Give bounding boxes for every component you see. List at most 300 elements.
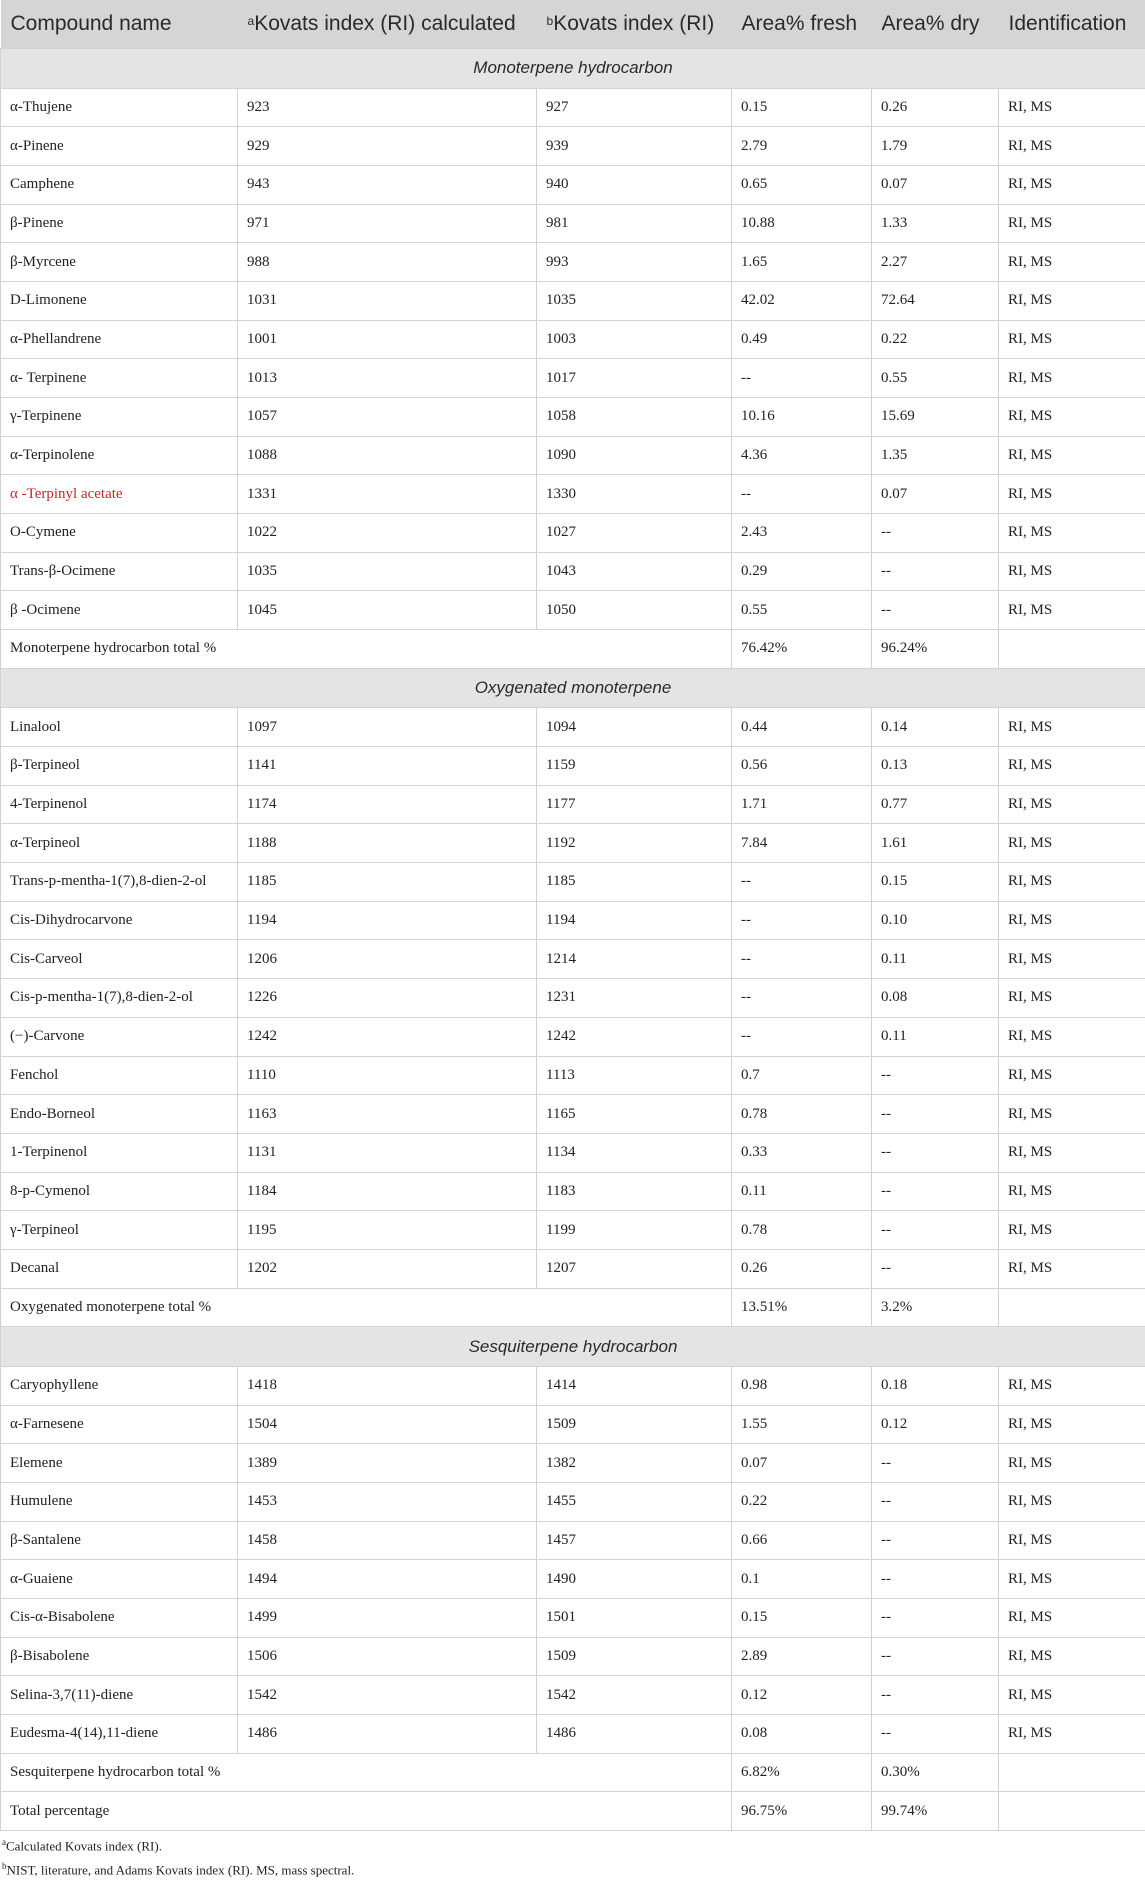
- ri-calculated-cell: 1206: [238, 940, 537, 979]
- section-title: Sesquiterpene hydrocarbon: [1, 1327, 1145, 1367]
- identification-cell: RI, MS: [999, 436, 1145, 475]
- area-dry-cell: 0.07: [872, 475, 999, 514]
- section-total-empty: [999, 1288, 1145, 1327]
- table-row: [1, 1366, 1145, 1405]
- area-fresh-cell: --: [732, 475, 872, 514]
- footnotes: [0, 1832, 1145, 1881]
- section-total-empty: [999, 630, 1145, 669]
- area-fresh-cell: 0.26: [732, 1249, 872, 1288]
- area-fresh-cell: 0.78: [732, 1095, 872, 1134]
- ri-cell: 1330: [537, 475, 732, 514]
- ri-calculated-cell: 1504: [238, 1405, 537, 1444]
- table-row: [1, 863, 1145, 902]
- compound-name-cell: 4-Terpinenol: [1, 785, 238, 824]
- identification-cell: RI, MS: [999, 1405, 1145, 1444]
- area-fresh-cell: 0.65: [732, 165, 872, 204]
- identification-cell: RI, MS: [999, 1017, 1145, 1056]
- area-dry-cell: --: [872, 591, 999, 630]
- table-row: [1, 940, 1145, 979]
- area-fresh-cell: 2.89: [732, 1637, 872, 1676]
- compound-name-cell: α-Guaiene: [1, 1560, 238, 1599]
- area-fresh-cell: 0.15: [732, 1598, 872, 1637]
- identification-cell: RI, MS: [999, 708, 1145, 747]
- area-fresh-cell: 0.08: [732, 1715, 872, 1754]
- ri-calculated-cell: 1097: [238, 708, 537, 747]
- ri-calculated-cell: 1001: [238, 320, 537, 359]
- compound-name-cell: Selina-3,7(11)-diene: [1, 1676, 238, 1715]
- identification-cell: RI, MS: [999, 1211, 1145, 1250]
- compound-name-cell: D-Limonene: [1, 281, 238, 320]
- ri-calculated-cell: 1194: [238, 901, 537, 940]
- ri-cell: 939: [537, 127, 732, 166]
- compound-name-cell: α -Terpinyl acetate: [1, 475, 238, 514]
- table-row: [1, 824, 1145, 863]
- area-dry-cell: 0.55: [872, 359, 999, 398]
- table-row: [1, 1172, 1145, 1211]
- section-total-dry: 96.24%: [872, 630, 999, 669]
- section-total-dry: 3.2%: [872, 1288, 999, 1327]
- table-row: [1, 1095, 1145, 1134]
- ri-cell: 1192: [537, 824, 732, 863]
- ri-calculated-cell: 1185: [238, 863, 537, 902]
- ri-calculated-cell: 1242: [238, 1017, 537, 1056]
- ri-cell: 1185: [537, 863, 732, 902]
- ri-cell: 1509: [537, 1637, 732, 1676]
- ri-calculated-cell: 1174: [238, 785, 537, 824]
- section-total-dry: 0.30%: [872, 1753, 999, 1792]
- ri-calculated-cell: 1418: [238, 1366, 537, 1405]
- area-fresh-cell: 4.36: [732, 436, 872, 475]
- table-row: [1, 475, 1145, 514]
- ri-calculated-cell: 1131: [238, 1133, 537, 1172]
- compound-name-cell: Cis-Carveol: [1, 940, 238, 979]
- compound-name-cell: α-Phellandrene: [1, 320, 238, 359]
- compound-name-cell: β-Pinene: [1, 204, 238, 243]
- area-fresh-cell: 10.88: [732, 204, 872, 243]
- area-dry-cell: 0.18: [872, 1366, 999, 1405]
- compound-name-cell: β-Santalene: [1, 1521, 238, 1560]
- compound-name-cell: Elemene: [1, 1444, 238, 1483]
- ri-calculated-cell: 1331: [238, 475, 537, 514]
- area-dry-cell: 0.77: [872, 785, 999, 824]
- table-row: [1, 785, 1145, 824]
- table-body: [1, 49, 1145, 1831]
- table-row: [1, 127, 1145, 166]
- area-fresh-cell: 1.55: [732, 1405, 872, 1444]
- area-fresh-cell: 0.78: [732, 1211, 872, 1250]
- ri-calculated-cell: 1453: [238, 1482, 537, 1521]
- ri-cell: 1058: [537, 398, 732, 437]
- area-dry-cell: --: [872, 1444, 999, 1483]
- identification-cell: RI, MS: [999, 591, 1145, 630]
- identification-cell: RI, MS: [999, 1521, 1145, 1560]
- table-row: [1, 1056, 1145, 1095]
- ri-calculated-cell: 1499: [238, 1598, 537, 1637]
- ri-calculated-cell: 1045: [238, 591, 537, 630]
- identification-cell: RI, MS: [999, 320, 1145, 359]
- footnote-a-sup: a: [2, 1837, 6, 1847]
- area-fresh-cell: 42.02: [732, 281, 872, 320]
- compound-name-cell: 1-Terpinenol: [1, 1133, 238, 1172]
- identification-cell: RI, MS: [999, 514, 1145, 553]
- identification-cell: RI, MS: [999, 1715, 1145, 1754]
- area-fresh-cell: 0.98: [732, 1366, 872, 1405]
- header-area-fresh: Area% fresh: [732, 0, 872, 49]
- identification-cell: RI, MS: [999, 901, 1145, 940]
- ri-cell: 1177: [537, 785, 732, 824]
- area-dry-cell: --: [872, 1715, 999, 1754]
- identification-cell: RI, MS: [999, 165, 1145, 204]
- table-row: [1, 1017, 1145, 1056]
- compound-name-cell: Trans-p-mentha-1(7),8-dien-2-ol: [1, 863, 238, 902]
- compound-name-cell: β -Ocimene: [1, 591, 238, 630]
- section-total-row: [1, 1288, 1145, 1327]
- table-row: [1, 165, 1145, 204]
- compound-name-cell: Eudesma-4(14),11-diene: [1, 1715, 238, 1754]
- header-compound-name: Compound name: [1, 0, 238, 49]
- area-fresh-cell: --: [732, 863, 872, 902]
- ri-cell: 1457: [537, 1521, 732, 1560]
- identification-cell: RI, MS: [999, 398, 1145, 437]
- area-fresh-cell: 0.44: [732, 708, 872, 747]
- identification-cell: RI, MS: [999, 204, 1145, 243]
- grand-total-row: [1, 1792, 1145, 1831]
- area-fresh-cell: 0.33: [732, 1133, 872, 1172]
- ri-calculated-cell: 1013: [238, 359, 537, 398]
- area-dry-cell: --: [872, 1056, 999, 1095]
- ri-cell: 1113: [537, 1056, 732, 1095]
- area-dry-cell: --: [872, 514, 999, 553]
- identification-cell: RI, MS: [999, 88, 1145, 127]
- section-title: Oxygenated monoterpene: [1, 668, 1145, 708]
- area-dry-cell: --: [872, 1133, 999, 1172]
- area-dry-cell: 0.13: [872, 747, 999, 786]
- identification-cell: RI, MS: [999, 281, 1145, 320]
- compound-name-cell: γ-Terpinene: [1, 398, 238, 437]
- section-header-row: [1, 668, 1145, 708]
- compound-name-cell: β-Terpineol: [1, 747, 238, 786]
- footnote-a-text: Calculated Kovats index (RI).: [6, 1838, 162, 1853]
- table-row: [1, 591, 1145, 630]
- area-dry-cell: 0.10: [872, 901, 999, 940]
- table-row: [1, 88, 1145, 127]
- table-row: [1, 747, 1145, 786]
- ri-cell: 1501: [537, 1598, 732, 1637]
- ri-cell: 1242: [537, 1017, 732, 1056]
- area-fresh-cell: --: [732, 359, 872, 398]
- ri-calculated-cell: 1088: [238, 436, 537, 475]
- identification-cell: RI, MS: [999, 785, 1145, 824]
- section-total-fresh: 76.42%: [732, 630, 872, 669]
- compound-name-cell: α-Pinene: [1, 127, 238, 166]
- area-dry-cell: 0.11: [872, 1017, 999, 1056]
- table-row: [1, 552, 1145, 591]
- table-row: [1, 281, 1145, 320]
- ri-calculated-cell: 971: [238, 204, 537, 243]
- area-fresh-cell: 0.1: [732, 1560, 872, 1599]
- table-row: [1, 1249, 1145, 1288]
- section-total-row: [1, 630, 1145, 669]
- ri-cell: 1090: [537, 436, 732, 475]
- identification-cell: RI, MS: [999, 747, 1145, 786]
- identification-cell: RI, MS: [999, 1598, 1145, 1637]
- ri-calculated-cell: 1542: [238, 1676, 537, 1715]
- ri-calculated-cell: 1035: [238, 552, 537, 591]
- area-fresh-cell: 10.16: [732, 398, 872, 437]
- compound-name-cell: α-Terpineol: [1, 824, 238, 863]
- ri-cell: 1134: [537, 1133, 732, 1172]
- ri-cell: 940: [537, 165, 732, 204]
- area-fresh-cell: 0.12: [732, 1676, 872, 1715]
- area-fresh-cell: 0.66: [732, 1521, 872, 1560]
- ri-cell: 1094: [537, 708, 732, 747]
- ri-calculated-cell: 1506: [238, 1637, 537, 1676]
- area-dry-cell: --: [872, 1211, 999, 1250]
- table-row: [1, 1715, 1145, 1754]
- area-dry-cell: 1.61: [872, 824, 999, 863]
- section-header-row: [1, 49, 1145, 89]
- compound-name-cell: Decanal: [1, 1249, 238, 1288]
- identification-cell: RI, MS: [999, 1637, 1145, 1676]
- ri-calculated-cell: 1184: [238, 1172, 537, 1211]
- header-ri-calculated-label: Kovats index (RI) calculated: [254, 12, 515, 35]
- area-dry-cell: 2.27: [872, 243, 999, 282]
- area-dry-cell: 0.07: [872, 165, 999, 204]
- area-fresh-cell: 2.43: [732, 514, 872, 553]
- compound-name-cell: 8-p-Cymenol: [1, 1172, 238, 1211]
- ri-cell: 1231: [537, 979, 732, 1018]
- identification-cell: RI, MS: [999, 1133, 1145, 1172]
- table-row: [1, 1444, 1145, 1483]
- area-fresh-cell: 0.15: [732, 88, 872, 127]
- identification-cell: RI, MS: [999, 359, 1145, 398]
- table-row: [1, 359, 1145, 398]
- ri-calculated-cell: 1031: [238, 281, 537, 320]
- ri-cell: 1509: [537, 1405, 732, 1444]
- table-row: [1, 901, 1145, 940]
- ri-cell: 1027: [537, 514, 732, 553]
- grand-total-fresh: 96.75%: [732, 1792, 872, 1831]
- header-ri: [537, 0, 732, 49]
- header-ri-calculated-sup: a: [248, 14, 255, 28]
- identification-cell: RI, MS: [999, 979, 1145, 1018]
- ri-cell: 993: [537, 243, 732, 282]
- compound-name-cell: α-Farnesene: [1, 1405, 238, 1444]
- ri-calculated-cell: 1195: [238, 1211, 537, 1250]
- area-fresh-cell: 1.65: [732, 243, 872, 282]
- compound-name-cell: Caryophyllene: [1, 1366, 238, 1405]
- ri-calculated-cell: 1110: [238, 1056, 537, 1095]
- ri-cell: 1003: [537, 320, 732, 359]
- section-total-fresh: 13.51%: [732, 1288, 872, 1327]
- compound-name-cell: Cis-p-mentha-1(7),8-dien-2-ol: [1, 979, 238, 1018]
- area-fresh-cell: 0.56: [732, 747, 872, 786]
- identification-cell: RI, MS: [999, 552, 1145, 591]
- identification-cell: RI, MS: [999, 1095, 1145, 1134]
- ri-cell: 1382: [537, 1444, 732, 1483]
- area-dry-cell: --: [872, 1482, 999, 1521]
- compound-name-cell: (−)-Carvone: [1, 1017, 238, 1056]
- compound-name-cell: β-Bisabolene: [1, 1637, 238, 1676]
- ri-cell: 1214: [537, 940, 732, 979]
- ri-cell: 1414: [537, 1366, 732, 1405]
- area-dry-cell: --: [872, 1676, 999, 1715]
- area-dry-cell: 0.22: [872, 320, 999, 359]
- ri-cell: 981: [537, 204, 732, 243]
- compound-name-cell: Camphene: [1, 165, 238, 204]
- area-dry-cell: 1.33: [872, 204, 999, 243]
- area-fresh-cell: --: [732, 940, 872, 979]
- table-row: [1, 436, 1145, 475]
- ri-calculated-cell: 1494: [238, 1560, 537, 1599]
- compound-name-cell: Cis-Dihydrocarvone: [1, 901, 238, 940]
- grand-total-label: Total percentage: [1, 1792, 732, 1831]
- grand-total-dry: 99.74%: [872, 1792, 999, 1831]
- section-total-label: Oxygenated monoterpene total %: [1, 1288, 732, 1327]
- ri-calculated-cell: 988: [238, 243, 537, 282]
- ri-cell: 1159: [537, 747, 732, 786]
- section-total-row: [1, 1753, 1145, 1792]
- compound-name-cell: γ-Terpineol: [1, 1211, 238, 1250]
- area-dry-cell: --: [872, 1560, 999, 1599]
- area-dry-cell: --: [872, 552, 999, 591]
- header-identification: Identification: [999, 0, 1145, 49]
- footnote-b-sup: b: [2, 1861, 7, 1871]
- identification-cell: RI, MS: [999, 1482, 1145, 1521]
- ri-cell: 1183: [537, 1172, 732, 1211]
- compound-name-cell: α-Terpinolene: [1, 436, 238, 475]
- area-dry-cell: 0.12: [872, 1405, 999, 1444]
- table-row: [1, 1482, 1145, 1521]
- compound-name-cell: α- Terpinene: [1, 359, 238, 398]
- area-fresh-cell: 7.84: [732, 824, 872, 863]
- area-fresh-cell: 2.79: [732, 127, 872, 166]
- area-dry-cell: 0.26: [872, 88, 999, 127]
- ri-calculated-cell: 1057: [238, 398, 537, 437]
- table-row: [1, 1521, 1145, 1560]
- table-row: [1, 1637, 1145, 1676]
- header-area-dry: Area% dry: [872, 0, 999, 49]
- area-dry-cell: --: [872, 1095, 999, 1134]
- header-row: [1, 0, 1145, 49]
- area-fresh-cell: --: [732, 901, 872, 940]
- area-dry-cell: --: [872, 1637, 999, 1676]
- compound-name-cell: Humulene: [1, 1482, 238, 1521]
- footnote-a: [2, 1832, 1145, 1856]
- compound-name-cell: Cis-α-Bisabolene: [1, 1598, 238, 1637]
- identification-cell: RI, MS: [999, 1676, 1145, 1715]
- area-fresh-cell: --: [732, 1017, 872, 1056]
- area-dry-cell: 1.79: [872, 127, 999, 166]
- ri-calculated-cell: 1141: [238, 747, 537, 786]
- ri-calculated-cell: 923: [238, 88, 537, 127]
- table-row: [1, 1560, 1145, 1599]
- identification-cell: RI, MS: [999, 475, 1145, 514]
- area-fresh-cell: 0.11: [732, 1172, 872, 1211]
- area-dry-cell: 0.08: [872, 979, 999, 1018]
- area-fresh-cell: 1.71: [732, 785, 872, 824]
- ri-cell: 927: [537, 88, 732, 127]
- section-total-label: Sesquiterpene hydrocarbon total %: [1, 1753, 732, 1792]
- ri-calculated-cell: 943: [238, 165, 537, 204]
- compound-name-cell: Endo-Borneol: [1, 1095, 238, 1134]
- grand-total-empty: [999, 1792, 1145, 1831]
- ri-cell: 1542: [537, 1676, 732, 1715]
- ri-calculated-cell: 929: [238, 127, 537, 166]
- area-dry-cell: --: [872, 1521, 999, 1560]
- table-row: [1, 1133, 1145, 1172]
- table-header: [1, 0, 1145, 49]
- area-fresh-cell: 0.55: [732, 591, 872, 630]
- identification-cell: RI, MS: [999, 243, 1145, 282]
- ri-calculated-cell: 1202: [238, 1249, 537, 1288]
- table-row: [1, 514, 1145, 553]
- table-row: [1, 1405, 1145, 1444]
- compound-name-cell: Fenchol: [1, 1056, 238, 1095]
- ri-calculated-cell: 1022: [238, 514, 537, 553]
- table-row: [1, 398, 1145, 437]
- table-row: [1, 1676, 1145, 1715]
- area-dry-cell: 1.35: [872, 436, 999, 475]
- ri-cell: 1490: [537, 1560, 732, 1599]
- area-dry-cell: --: [872, 1172, 999, 1211]
- ri-calculated-cell: 1163: [238, 1095, 537, 1134]
- table-row: [1, 1211, 1145, 1250]
- ri-cell: 1207: [537, 1249, 732, 1288]
- header-ri-calculated: [238, 0, 537, 49]
- ri-cell: 1050: [537, 591, 732, 630]
- section-header-row: [1, 1327, 1145, 1367]
- identification-cell: RI, MS: [999, 824, 1145, 863]
- compound-name-cell: O-Cymene: [1, 514, 238, 553]
- section-title: Monoterpene hydrocarbon: [1, 49, 1145, 89]
- header-ri-label: Kovats index (RI): [553, 12, 714, 35]
- table-row: [1, 320, 1145, 359]
- identification-cell: RI, MS: [999, 863, 1145, 902]
- identification-cell: RI, MS: [999, 1560, 1145, 1599]
- ri-cell: 1486: [537, 1715, 732, 1754]
- ri-calculated-cell: 1389: [238, 1444, 537, 1483]
- ri-calculated-cell: 1458: [238, 1521, 537, 1560]
- section-total-empty: [999, 1753, 1145, 1792]
- area-dry-cell: 0.14: [872, 708, 999, 747]
- area-dry-cell: 0.15: [872, 863, 999, 902]
- area-fresh-cell: 0.07: [732, 1444, 872, 1483]
- ri-cell: 1199: [537, 1211, 732, 1250]
- identification-cell: RI, MS: [999, 1172, 1145, 1211]
- identification-cell: RI, MS: [999, 1249, 1145, 1288]
- compound-name-cell: Trans-β-Ocimene: [1, 552, 238, 591]
- compound-name-cell: Linalool: [1, 708, 238, 747]
- footnote-b: [2, 1856, 1145, 1880]
- area-fresh-cell: --: [732, 979, 872, 1018]
- compound-name-cell: α-Thujene: [1, 88, 238, 127]
- area-dry-cell: --: [872, 1249, 999, 1288]
- ri-calculated-cell: 1188: [238, 824, 537, 863]
- ri-cell: 1165: [537, 1095, 732, 1134]
- identification-cell: RI, MS: [999, 940, 1145, 979]
- table-row: [1, 979, 1145, 1018]
- table-row: [1, 1598, 1145, 1637]
- area-dry-cell: 72.64: [872, 281, 999, 320]
- footnote-b-text: NIST, literature, and Adams Kovats index (RI). MS, mass spectral.: [7, 1863, 355, 1878]
- ri-calculated-cell: 1226: [238, 979, 537, 1018]
- header-ri-sup: b: [547, 14, 554, 28]
- area-dry-cell: 0.11: [872, 940, 999, 979]
- area-fresh-cell: 0.49: [732, 320, 872, 359]
- area-dry-cell: 15.69: [872, 398, 999, 437]
- area-fresh-cell: 0.22: [732, 1482, 872, 1521]
